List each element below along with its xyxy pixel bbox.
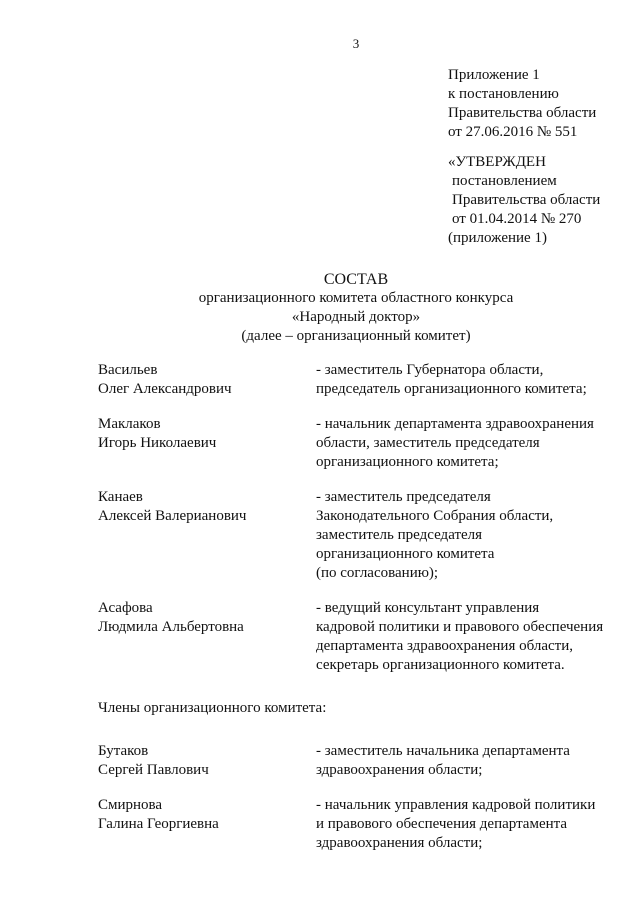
member-name xyxy=(98,796,316,853)
committee-entry xyxy=(98,599,628,675)
role-line: области, заместитель председателя xyxy=(316,435,540,451)
role-line: - начальник управления кадровой политики xyxy=(316,797,596,813)
document-title xyxy=(150,270,562,346)
given-names: Алексей Валерианович xyxy=(98,508,247,524)
role-line: - заместитель начальника департамента xyxy=(316,743,570,759)
surname: Асафова xyxy=(98,600,153,616)
member-name xyxy=(98,361,316,399)
committee-entry xyxy=(98,742,628,780)
title-line: организационного комитета областного конкурса xyxy=(198,290,514,306)
given-names: Игорь Николаевич xyxy=(98,435,217,451)
member-name xyxy=(98,415,316,472)
title-main: СОСТАВ xyxy=(323,271,389,288)
role-line: здравоохранения области; xyxy=(316,835,483,851)
committee-entry xyxy=(98,488,628,583)
role-line: председатель организационного комитета; xyxy=(316,381,587,397)
page-number: 3 xyxy=(352,36,360,51)
given-names: Сергей Павлович xyxy=(98,762,209,778)
committee-entry xyxy=(98,415,628,472)
approval-stamp-text xyxy=(448,153,600,248)
role-line: департамента здравоохранения области, xyxy=(316,638,573,654)
role-line: Законодательного Собрания области, xyxy=(316,508,554,524)
given-names: Людмила Альбертовна xyxy=(98,619,244,635)
role-line: - заместитель Губернатора области, xyxy=(316,362,544,378)
role-line: здравоохранения области; xyxy=(316,762,483,778)
surname: Бутаков xyxy=(98,743,149,759)
surname: Васильев xyxy=(98,362,158,378)
approved-line: Правительства области xyxy=(452,192,601,208)
surname: Смирнова xyxy=(98,797,163,813)
member-name xyxy=(98,488,316,583)
appendix-line: от 27.06.2016 № 551 xyxy=(448,124,578,140)
member-role xyxy=(316,415,628,472)
member-role xyxy=(316,488,628,583)
role-line: - ведущий консультант управления xyxy=(316,600,540,616)
role-line: организационного комитета xyxy=(316,546,495,562)
appendix-line: Приложение 1 xyxy=(448,67,540,83)
appendix-line: Правительства области xyxy=(448,105,597,121)
appendix-reference xyxy=(448,66,596,142)
approved-line: (приложение 1) xyxy=(448,230,547,246)
member-name xyxy=(98,599,316,675)
role-line: секретарь организационного комитета. xyxy=(316,657,565,673)
member-name xyxy=(98,742,316,780)
title-line: (далее – организационный комитет) xyxy=(241,328,471,344)
role-line: заместитель председателя xyxy=(316,527,483,543)
given-names: Галина Георгиевна xyxy=(98,816,219,832)
member-role xyxy=(316,742,628,780)
title-line: «Народный доктор» xyxy=(291,309,421,325)
role-line: и правового обеспечения департамента xyxy=(316,816,568,832)
given-names: Олег Александрович xyxy=(98,381,232,397)
member-role xyxy=(316,361,628,399)
members-heading: Члены организационного комитета: xyxy=(98,700,327,716)
approved-line: постановлением xyxy=(452,173,557,189)
role-line: (по согласованию); xyxy=(316,565,439,581)
appendix-line: к постановлению xyxy=(448,86,559,102)
approved-line: от 01.04.2014 № 270 xyxy=(452,211,582,227)
surname: Канаев xyxy=(98,489,143,505)
role-line: организационного комитета; xyxy=(316,454,499,470)
role-line: кадровой политики и правового обеспечения xyxy=(316,619,604,635)
member-role xyxy=(316,599,628,675)
approved-line: «УТВЕРЖДЕН xyxy=(448,154,546,170)
member-role xyxy=(316,796,628,853)
committee-list xyxy=(98,361,628,853)
committee-entry xyxy=(98,361,628,399)
committee-entry xyxy=(98,796,628,853)
role-line: - заместитель председателя xyxy=(316,489,491,505)
role-line: - начальник департамента здравоохранения xyxy=(316,416,594,432)
surname: Маклаков xyxy=(98,416,161,432)
